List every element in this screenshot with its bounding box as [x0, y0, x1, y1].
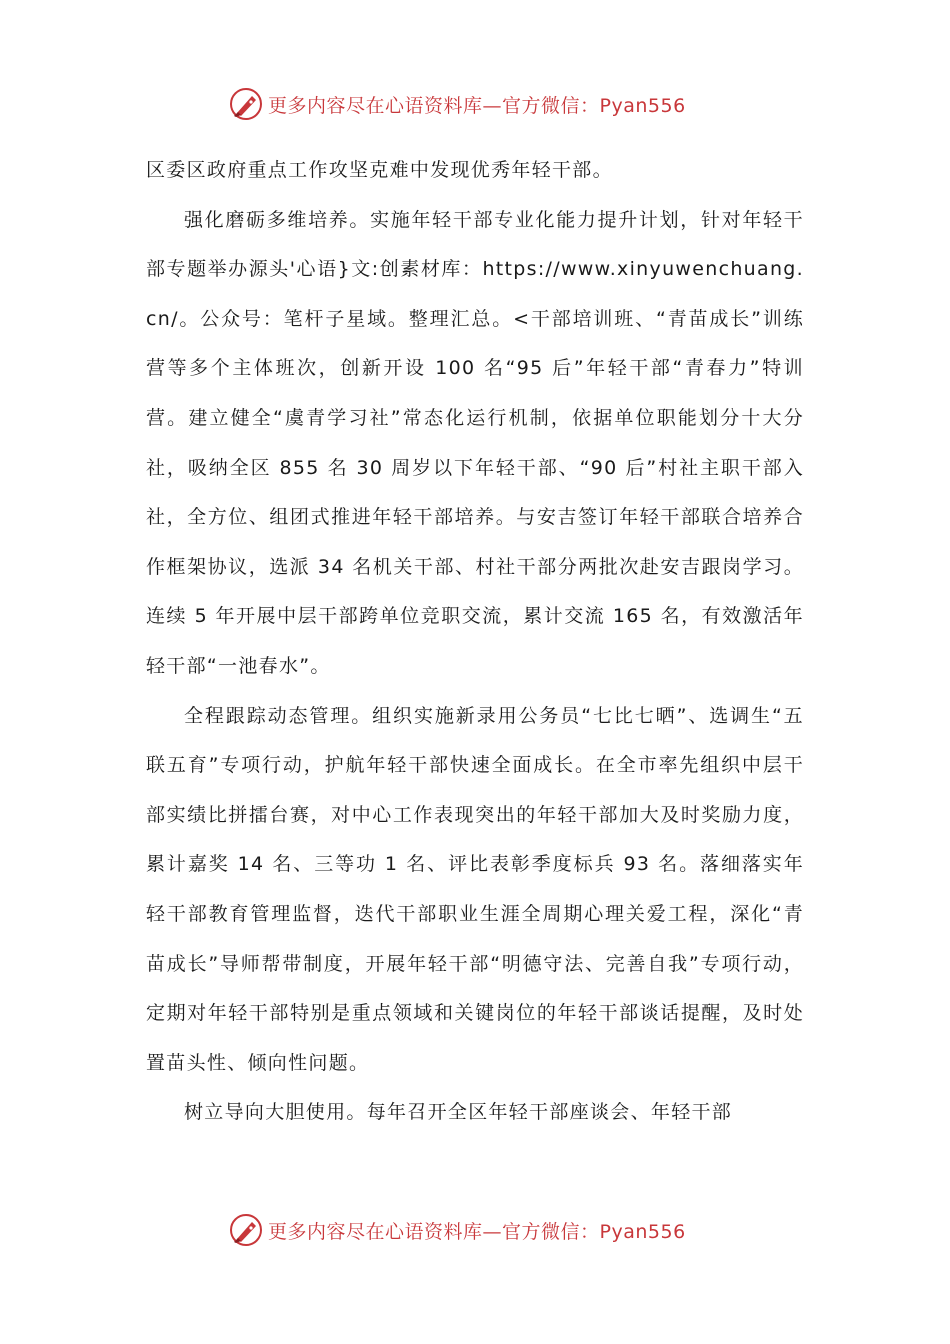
paragraph: 全程跟踪动态管理。组织实施新录用公务员“七比七晒”、选调生“五联五育”专项行动，护航年轻干部快速全面成长。在全市率先组织中层干部实绩比拼擂台赛，对中心工作表现突出的年轻干部加大及时奖励力度，累计嘉奖 14 名、三等功 1 名、评比表彰季度标兵 93 名。落细落实年轻干部教育管理监督，迭代干部职业生涯全周期心理关爱工程，深化“青苗成长”导师帮带制度，开展年轻干部“明德守法、完善自我”专项行动，定期对年轻干部特别是重点领域和关键岗位的年轻干部谈话提醒，及时处置苗头性、倾向性问题。 — [146, 704, 804, 1074]
wechat-id: Pyan556 — [599, 1220, 686, 1243]
document-body — [146, 146, 804, 1138]
footer-banner — [0, 1208, 950, 1252]
wechat-id: Pyan556 — [599, 94, 686, 117]
paragraph: 区委区政府重点工作攻坚克难中发现优秀年轻干部。 — [146, 159, 613, 181]
banner-text: 更多内容尽在心语资料库—官方微信：Pyan556 — [268, 94, 686, 117]
paragraph: 树立导向大胆使用。每年召开全区年轻干部座谈会、年轻干部 — [184, 1101, 733, 1124]
paragraph: 强化磨砺多维培养。实施年轻干部专业化能力提升计划，针对年轻干部专题举办源头'心语}文:创素材库：https://www.xinyuwenchuang.cn/。公众号：笔杆子星域。整理汇总。<干部培训班、“青苗成长”训练营等多个主体班次，创新开设 100 名“95 后”年轻干部“青春力”特训营。建立健全“虞青学习社”常态化运行机制，依据单位职能划分十大分社，吸纳全区 855 名 30 周岁以下年轻干部、“90 后”村社主职干部入社，全方位、组团式推进年轻干部培养。与安吉签订年轻干部联合培养合作框架协议，选派 34 名机关干部、村社干部分两批次赴安吉跟岗学习。连续 5 年开展中层干部跨单位竞职交流，累计交流 165 名，有效激活年轻干部“一池春水”。 — [146, 208, 804, 677]
header-banner — [0, 82, 950, 126]
pen-nib-logo-icon — [228, 1212, 264, 1248]
banner-text: 更多内容尽在心语资料库—官方微信：Pyan556 — [268, 1220, 686, 1243]
pen-nib-logo-icon — [228, 86, 264, 122]
